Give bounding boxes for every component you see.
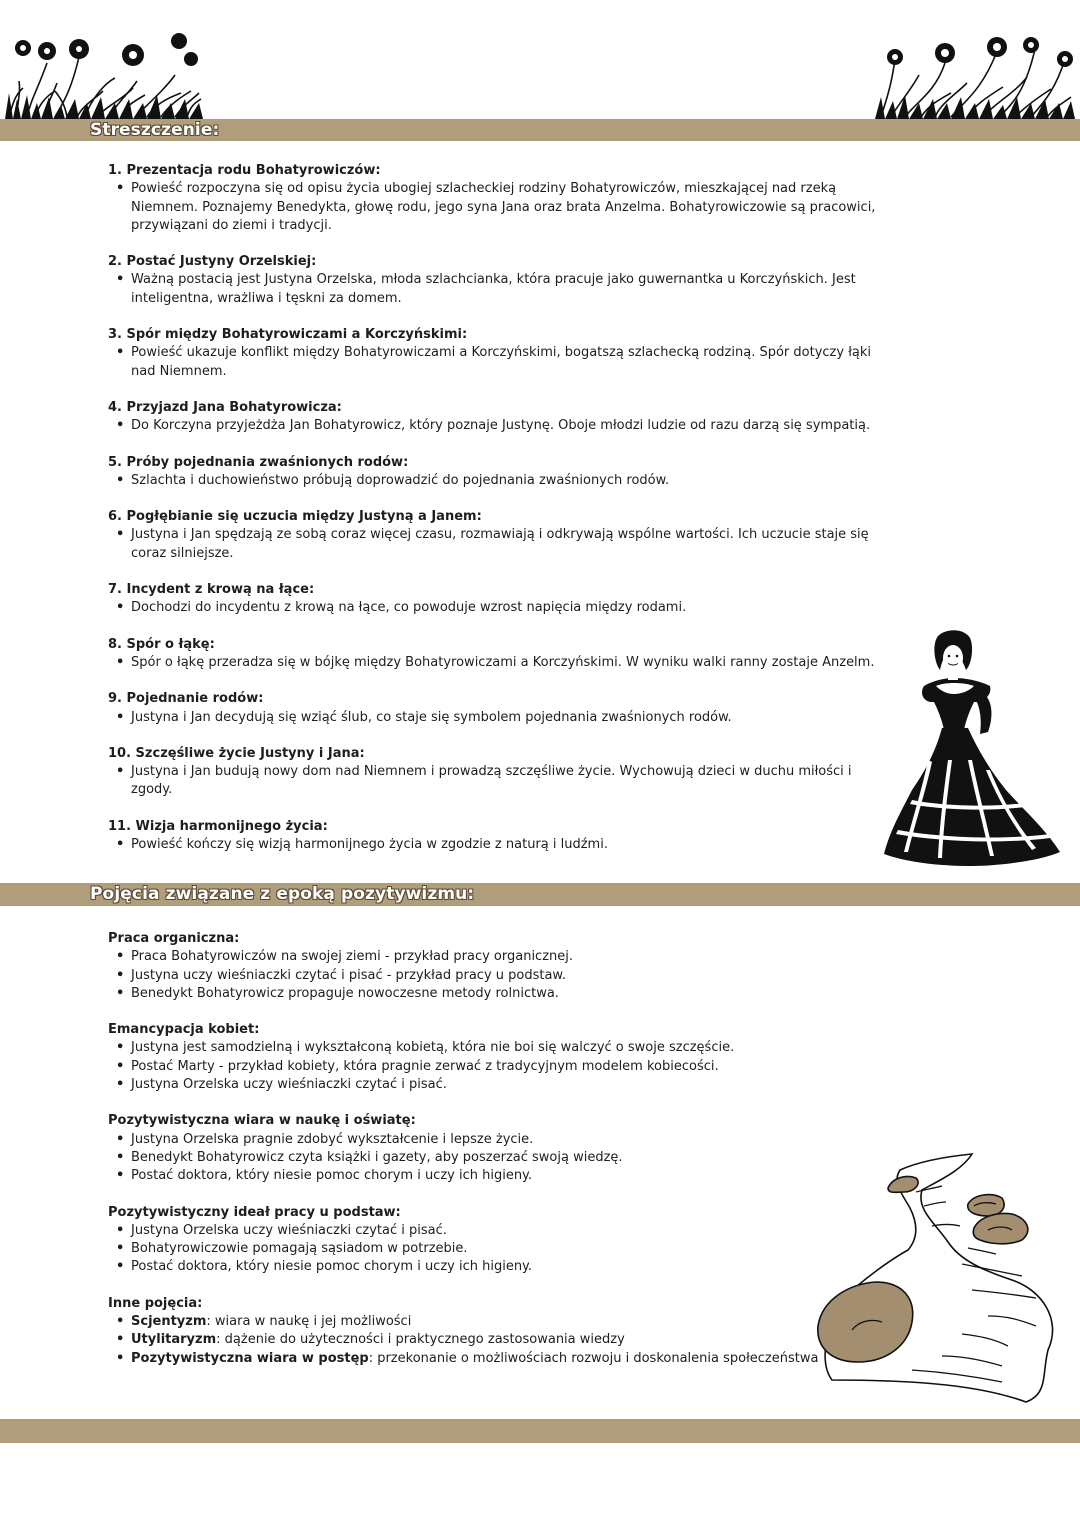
summary-bullet: • Justyna i Jan decydują się wziąć ślub, co staje się symbolem pojednania zwaśnionych rodów. bbox=[108, 709, 878, 727]
summary-section-title: Streszczenie: bbox=[90, 120, 220, 140]
summary-item-bullets bbox=[108, 836, 878, 854]
summary-bullet: • Powieść kończy się wizją harmonijnego życia w zgodzie z naturą i ludźmi. bbox=[108, 836, 878, 854]
summary-item-bullets bbox=[108, 599, 878, 617]
concept-group bbox=[108, 1204, 878, 1277]
concept-group bbox=[108, 930, 878, 1003]
river-with-stones-icon bbox=[812, 1150, 1067, 1405]
concept-text: Postać doktora, który niesie pomoc chorym i uczy ich higieny. bbox=[131, 1168, 533, 1184]
concept-term: Utylitaryzm bbox=[131, 1332, 217, 1348]
concept-group-bullets bbox=[108, 1131, 878, 1186]
summary-item bbox=[108, 581, 878, 618]
concept-text: Justyna jest samodzielną i wykształconą kobietą, która nie boi się walczyć o swoje szczęście. bbox=[131, 1040, 735, 1056]
concept-bullet bbox=[108, 1313, 878, 1331]
poppy-flowers-right-icon bbox=[875, 33, 1075, 119]
summary-item bbox=[108, 818, 878, 855]
summary-item bbox=[108, 636, 878, 673]
summary-bullet: • Justyna i Jan budują nowy dom nad Niemnem i prowadzą szczęśliwe życie. Wychowują dzieci w duchu miłości i zgody. bbox=[108, 763, 878, 800]
concept-text: : dążenie do użyteczności i praktycznego zastosowania wiedzy bbox=[216, 1332, 625, 1348]
concept-bullet bbox=[108, 1258, 878, 1276]
summary-item-heading: 7. Incydent z krową na łące: bbox=[108, 582, 315, 598]
concept-group-heading: Pozytywistyczna wiara w naukę i oświatę: bbox=[108, 1113, 416, 1129]
concepts-section-title: Pojęcia związane z epoką pozytywizmu: bbox=[90, 884, 475, 904]
concept-bullet bbox=[108, 1058, 878, 1076]
concept-bullet bbox=[108, 1149, 878, 1167]
concept-text: : przekonanie o możliwościach rozwoju i doskonalenia społeczeństwa bbox=[368, 1350, 819, 1366]
summary-list bbox=[108, 162, 878, 872]
concept-group-heading: Emancypacja kobiet: bbox=[108, 1022, 260, 1038]
concept-text: Benedykt Bohatyrowicz propaguje nowoczesne metody rolnictwa. bbox=[131, 985, 559, 1001]
concept-group bbox=[108, 1112, 878, 1185]
concept-text: Postać Marty - przykład kobiety, która pragnie zerwać z tradycyjnym modelem kobiecości. bbox=[131, 1058, 719, 1074]
summary-item bbox=[108, 454, 878, 491]
concept-term: Scjentyzm bbox=[131, 1314, 207, 1330]
summary-item-heading: 9. Pojednanie rodów: bbox=[108, 691, 264, 707]
summary-item-heading: 10. Szczęśliwe życie Justyny i Jana: bbox=[108, 745, 365, 761]
concept-bullet bbox=[108, 1039, 878, 1057]
concept-group-heading: Praca organiczna: bbox=[108, 931, 240, 946]
summary-item-heading: 4. Przyjazd Jana Bohatyrowicza: bbox=[108, 399, 342, 415]
concept-term: Pozytywistyczna wiara w postęp bbox=[131, 1350, 369, 1366]
concept-group-bullets bbox=[108, 1039, 878, 1094]
concept-bullet bbox=[108, 1076, 878, 1094]
concept-group-bullets bbox=[108, 948, 878, 1003]
concept-bullet bbox=[108, 1240, 878, 1258]
concept-bullet bbox=[108, 948, 878, 966]
summary-bullet: • Dochodzi do incydentu z krową na łące, co powoduje wzrost napięcia między rodami. bbox=[108, 599, 878, 617]
summary-item-heading: 2. Postać Justyny Orzelskiej: bbox=[108, 254, 317, 270]
summary-item-bullets bbox=[108, 344, 878, 381]
summary-item-heading: 11. Wizja harmonijnego życia: bbox=[108, 818, 328, 834]
concept-text: Justyna uczy wieśniaczki czytać i pisać - przykład pracy u podstaw. bbox=[131, 967, 567, 983]
summary-item bbox=[108, 326, 878, 381]
summary-item-bullets bbox=[108, 526, 878, 563]
concept-text: Justyna Orzelska pragnie zdobyć wykształcenie i lepsze życie. bbox=[131, 1131, 534, 1147]
victorian-lady-silhouette-icon bbox=[882, 630, 1062, 868]
summary-bullet: • Justyna i Jan spędzają ze sobą coraz więcej czasu, rozmawiają i odkrywają wspólne wartości. Ich uczucie staje się coraz silniejsze. bbox=[108, 526, 878, 563]
concept-group bbox=[108, 1295, 878, 1368]
summary-item bbox=[108, 745, 878, 800]
concepts-list bbox=[108, 930, 878, 1386]
summary-item-bullets bbox=[108, 472, 878, 490]
concept-text: Praca Bohatyrowiczów na swojej ziemi - przykład pracy organicznej. bbox=[131, 949, 574, 965]
concept-group-heading: Pozytywistyczny ideał pracy u podstaw: bbox=[108, 1204, 401, 1220]
poppy-flowers-left-icon bbox=[5, 33, 205, 119]
summary-bullet: • Powieść rozpoczyna się od opisu życia ubogiej szlacheckiej rodziny Bohatyrowiczów, mieszkającej nad rzeką Niemnem. Poznajemy Benedykta, głowę rodu, jego syna Jana oraz brata Anzelma. Bohatyrowiczowie są pracowici, przywiązani do ziemi i tradycji. bbox=[108, 180, 878, 235]
summary-item-heading: 5. Próby pojednania zwaśnionych rodów: bbox=[108, 454, 409, 470]
concept-text: Justyna Orzelska uczy wieśniaczki czytać i pisać. bbox=[131, 1222, 447, 1238]
concept-bullet bbox=[108, 1331, 878, 1349]
summary-item-heading: 8. Spór o łąkę: bbox=[108, 636, 215, 652]
summary-item-bullets bbox=[108, 417, 878, 435]
concept-bullet bbox=[108, 985, 878, 1003]
concept-bullet bbox=[108, 1222, 878, 1240]
concept-text: Benedykt Bohatyrowicz czyta książki i gazety, aby poszerzać swoją wiedzę. bbox=[131, 1149, 623, 1165]
summary-item-bullets bbox=[108, 180, 878, 235]
summary-bullet: • Do Korczyna przyjeżdża Jan Bohatyrowicz, który poznaje Justynę. Oboje młodzi ludzie od razu darzą się sympatią. bbox=[108, 417, 878, 435]
summary-item-bullets bbox=[108, 654, 878, 672]
concept-group-heading: Inne pojęcia: bbox=[108, 1295, 203, 1311]
summary-item-bullets bbox=[108, 763, 878, 800]
concept-bullet bbox=[108, 1131, 878, 1149]
summary-item bbox=[108, 508, 878, 563]
summary-item bbox=[108, 399, 878, 436]
summary-item bbox=[108, 690, 878, 727]
summary-bullet: • Ważną postacią jest Justyna Orzelska, młoda szlachcianka, która pracuje jako guwernantka u Korczyńskich. Jest inteligentna, wrażliwa i tęskni za domem. bbox=[108, 271, 878, 308]
summary-item bbox=[108, 253, 878, 308]
summary-item-heading: 3. Spór między Bohatyrowiczami a Korczyńskimi: bbox=[108, 327, 468, 343]
summary-item-heading: 6. Pogłębianie się uczucia między Justyną a Janem: bbox=[108, 509, 482, 525]
summary-item-bullets bbox=[108, 271, 878, 308]
concept-group bbox=[108, 1021, 878, 1094]
concept-text: Postać doktora, który niesie pomoc chorym i uczy ich higieny. bbox=[131, 1259, 533, 1275]
summary-item-bullets bbox=[108, 709, 878, 727]
summary-item-heading: 1. Prezentacja rodu Bohatyrowiczów: bbox=[108, 163, 381, 178]
concept-text: : wiara w naukę i jej możliwości bbox=[206, 1314, 412, 1330]
concept-bullet bbox=[108, 967, 878, 985]
concept-group-bullets bbox=[108, 1222, 878, 1277]
concept-bullet bbox=[108, 1167, 878, 1185]
concept-bullet bbox=[108, 1350, 878, 1368]
summary-item bbox=[108, 162, 878, 235]
summary-bullet: • Szlachta i duchowieństwo próbują doprowadzić do pojednania zwaśnionych rodów. bbox=[108, 472, 878, 490]
summary-bullet: • Spór o łąkę przeradza się w bójkę między Bohatyrowiczami a Korczyńskimi. W wyniku walki ranny zostaje Anzelm. bbox=[108, 654, 878, 672]
footer-band bbox=[0, 1419, 1080, 1443]
summary-bullet: • Powieść ukazuje konflikt między Bohatyrowiczami a Korczyńskimi, bogatszą szlachecką rodziną. Spór dotyczy łąki nad Niemnem. bbox=[108, 344, 878, 381]
concept-text: Bohatyrowiczowie pomagają sąsiadom w potrzebie. bbox=[131, 1241, 468, 1257]
concept-text: Justyna Orzelska uczy wieśniaczki czytać i pisać. bbox=[131, 1077, 447, 1093]
concept-group-bullets bbox=[108, 1313, 878, 1368]
